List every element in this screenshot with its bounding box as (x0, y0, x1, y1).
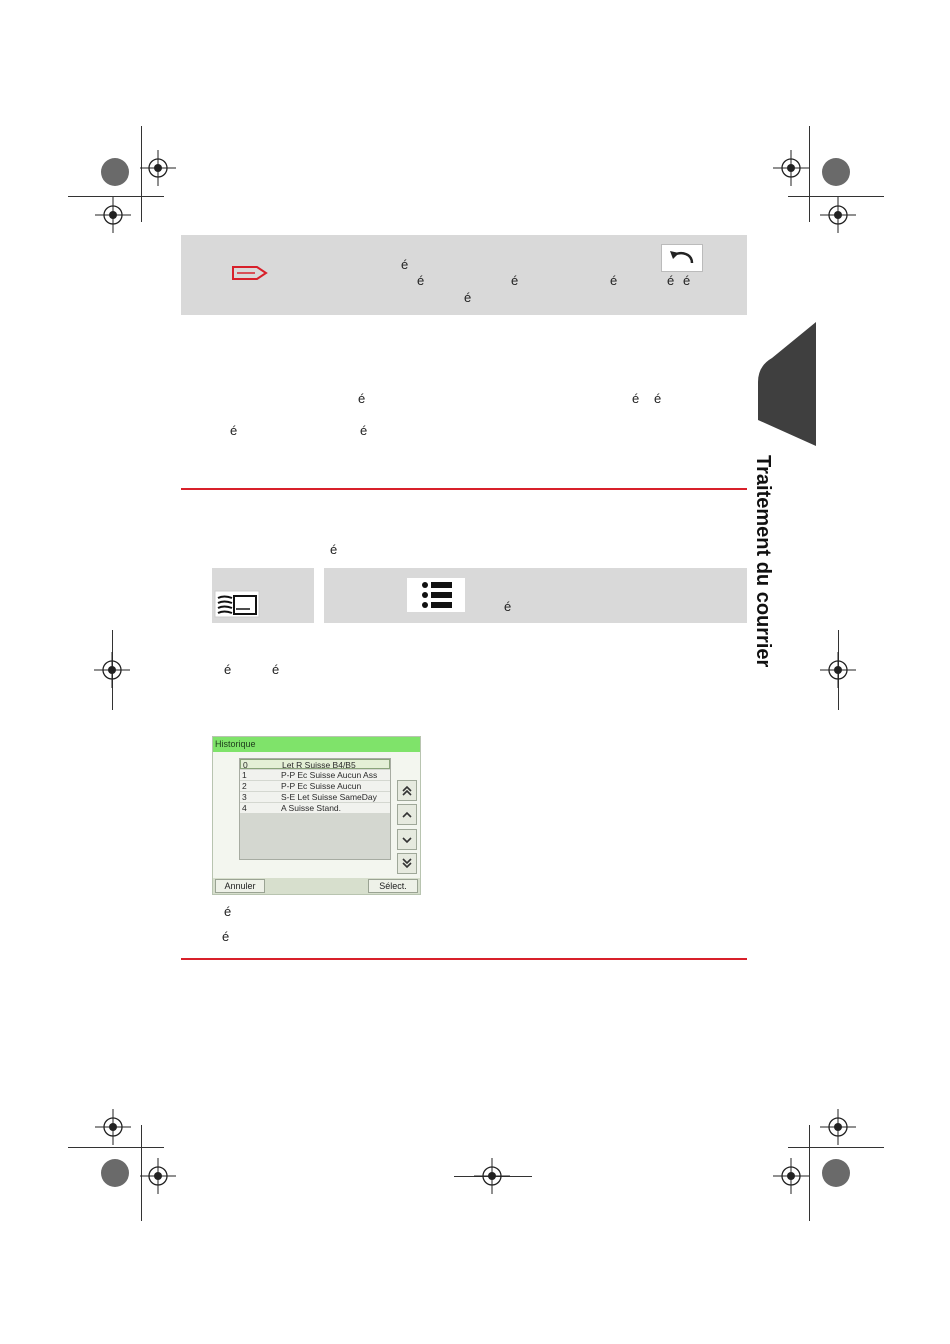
registration-target-icon (93, 195, 133, 235)
section-divider (181, 488, 747, 490)
registration-target-icon (771, 148, 811, 188)
chapter-title: Traitement du courrier (752, 455, 774, 668)
history-list[interactable] (239, 758, 391, 860)
item-label: P-P Ec Suisse Aucun (281, 781, 362, 791)
chevron-up-icon (398, 805, 416, 824)
note-accent: é (511, 273, 519, 288)
item-label: P-P Ec Suisse Aucun Ass (281, 770, 378, 780)
page-up-button[interactable] (397, 780, 417, 801)
chevron-down-icon (398, 830, 416, 849)
select-button[interactable]: Sélect. (368, 879, 418, 893)
procedure-accent: é (272, 662, 280, 677)
screen-title: Historique (213, 737, 420, 752)
item-label: A Suisse Stand. (281, 803, 342, 813)
note-accent: é (464, 290, 472, 305)
list-item[interactable] (240, 792, 390, 802)
list-item[interactable] (240, 759, 390, 769)
registration-dot (101, 1159, 129, 1187)
item-number: 0 (243, 760, 248, 770)
registration-target-icon (771, 1156, 811, 1196)
body-accent: é (632, 391, 640, 406)
note-accent: é (401, 257, 409, 272)
item-number: 1 (242, 770, 247, 780)
procedure-accent: é (224, 662, 232, 677)
item-number: 4 (242, 803, 247, 813)
note-accent: é (683, 273, 691, 288)
cancel-button[interactable]: Annuler (215, 879, 265, 893)
list-item[interactable] (240, 770, 390, 780)
footer-accent: é (224, 904, 232, 919)
body-accent: é (654, 391, 662, 406)
procedure-accent: é (330, 542, 338, 557)
note-accent: é (610, 273, 618, 288)
registration-target-icon (138, 1156, 178, 1196)
footer-accent: é (222, 929, 230, 944)
step-icon-cell (212, 568, 314, 623)
body-accent: é (230, 423, 238, 438)
item-number: 2 (242, 781, 247, 791)
step-table (212, 568, 747, 623)
registration-target-icon (92, 650, 132, 690)
registration-target-icon (818, 1107, 858, 1147)
list-menu-icon (407, 578, 465, 612)
chapter-tab (758, 322, 816, 446)
step-instruction-cell (324, 568, 747, 623)
registration-dot (101, 158, 129, 186)
item-label: S-E Let Suisse SameDay (281, 792, 377, 802)
item-number: 3 (242, 792, 247, 802)
list-item[interactable] (240, 781, 390, 791)
step-accent: é (504, 599, 512, 614)
page-down-button[interactable] (397, 853, 417, 874)
scroll-down-button[interactable] (397, 829, 417, 850)
registration-target-icon (93, 1107, 133, 1147)
scroll-up-button[interactable] (397, 804, 417, 825)
registration-target-icon (818, 195, 858, 235)
registration-target-icon (138, 148, 178, 188)
undo-arrow-icon (662, 245, 702, 271)
crop-line (788, 1147, 884, 1148)
menu-button-image (407, 578, 465, 612)
list-item[interactable] (240, 803, 390, 813)
note-box (181, 235, 747, 315)
item-label: Let R Suisse B4/B5 (282, 760, 356, 770)
envelope-stack-icon (214, 590, 260, 618)
history-screen (212, 736, 421, 895)
registration-dot (822, 1159, 850, 1187)
pencil-icon (231, 263, 269, 283)
undo-button-image (661, 244, 703, 272)
body-accent: é (360, 423, 368, 438)
section-divider (181, 958, 747, 960)
note-accent: é (417, 273, 425, 288)
crop-line (68, 1147, 164, 1148)
body-accent: é (358, 391, 366, 406)
note-accent: é (667, 273, 675, 288)
double-chevron-down-icon (398, 854, 416, 873)
registration-target-icon (818, 650, 858, 690)
registration-target-icon (472, 1156, 512, 1196)
registration-dot (822, 158, 850, 186)
double-chevron-up-icon (398, 781, 416, 800)
screen-action-bar (213, 878, 420, 894)
